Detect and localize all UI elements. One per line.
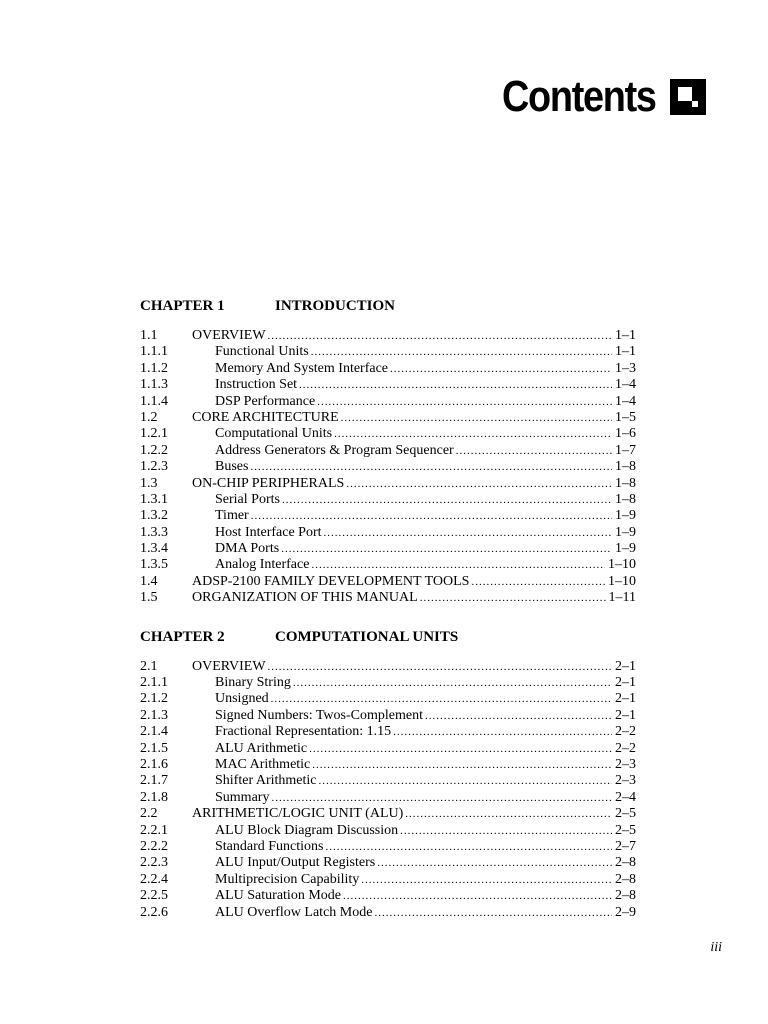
section-title: OVERVIEW <box>192 328 266 343</box>
section-title: Unsigned <box>215 691 269 707</box>
toc-entry[interactable] <box>140 691 636 707</box>
page-reference: 2–1 <box>615 691 636 707</box>
page-reference: 2–1 <box>615 707 636 723</box>
page-reference: 1–9 <box>615 508 636 524</box>
dot-leader <box>390 361 612 377</box>
section-number: 2.1.1 <box>140 675 168 691</box>
page-reference: 2–8 <box>615 855 636 871</box>
dot-leader <box>400 823 612 839</box>
section-number: 2.2.4 <box>140 871 168 887</box>
chapter-heading <box>140 627 636 647</box>
toc-entry[interactable] <box>140 541 636 557</box>
section-label <box>192 394 636 410</box>
section-title: MAC Arithmetic <box>215 756 311 772</box>
section-title: Computational Units <box>215 426 333 442</box>
dot-leader <box>293 675 612 691</box>
toc-entry[interactable] <box>140 443 636 459</box>
section-number: 1.3.5 <box>140 557 168 573</box>
section-number: 1.2 <box>140 409 158 425</box>
page-reference: 2–5 <box>615 806 636 822</box>
section-title: ORGANIZATION OF THIS MANUAL <box>192 590 418 606</box>
section-title: Host Interface Port <box>215 524 322 540</box>
section-number: 2.1.2 <box>140 691 168 707</box>
section-label <box>192 410 636 426</box>
toc-entry[interactable] <box>140 492 636 508</box>
toc-entry[interactable] <box>140 659 636 675</box>
page-reference: 1–8 <box>615 491 636 507</box>
page-reference: 2–8 <box>615 871 636 887</box>
toc-entry[interactable] <box>140 675 636 691</box>
dot-leader <box>268 659 612 675</box>
chapter-block <box>140 627 636 921</box>
toc-entry[interactable] <box>140 394 636 410</box>
toc-entry[interactable] <box>140 708 636 724</box>
page-reference: 1–4 <box>615 393 636 409</box>
section-number: 2.1.4 <box>140 724 168 740</box>
dot-leader <box>456 443 612 459</box>
chapter-label: CHAPTER 1 <box>140 298 225 314</box>
section-title: Functional Units <box>215 344 309 360</box>
dot-leader <box>311 557 605 573</box>
section-label <box>192 675 636 691</box>
section-number: 1.2.2 <box>140 442 168 458</box>
dot-leader <box>282 492 612 508</box>
section-label <box>192 741 636 757</box>
section-title: Shifter Arithmetic <box>215 773 317 789</box>
dot-leader <box>425 708 612 724</box>
dot-leader <box>361 872 612 888</box>
chapter-title: COMPUTATIONAL UNITS <box>275 628 459 645</box>
page-reference: 2–8 <box>615 888 636 904</box>
section-number: 2.2.1 <box>140 822 168 838</box>
table-of-contents <box>140 296 636 941</box>
section-title: ARITHMETIC/LOGIC UNIT (ALU) <box>192 806 404 822</box>
page-reference: 1–4 <box>615 377 636 393</box>
toc-entry[interactable] <box>140 905 636 921</box>
page-title: Contents <box>502 72 656 121</box>
toc-entry[interactable] <box>140 328 636 344</box>
section-number: 1.2.3 <box>140 459 168 475</box>
section-label <box>192 823 636 839</box>
dot-leader <box>334 426 612 442</box>
section-label <box>192 708 636 724</box>
page-reference: 1–5 <box>615 409 636 425</box>
toc-entry[interactable] <box>140 741 636 757</box>
section-title: Summary <box>215 789 270 805</box>
toc-entry[interactable] <box>140 855 636 871</box>
page-reference: 2–3 <box>615 756 636 772</box>
page-reference: 1–3 <box>615 360 636 376</box>
toc-entry[interactable] <box>140 839 636 855</box>
chapter-label: CHAPTER 2 <box>140 628 225 645</box>
section-label <box>192 459 636 475</box>
section-number: 1.1.4 <box>140 393 168 409</box>
dot-leader <box>250 459 612 475</box>
page-reference: 1–9 <box>615 524 636 540</box>
section-label <box>192 905 636 921</box>
section-label <box>192 773 636 789</box>
section-number: 2.1.6 <box>140 756 168 772</box>
page-reference: 1–10 <box>608 573 636 589</box>
page-reference: 2–1 <box>615 675 636 691</box>
page-reference: 1–1 <box>615 328 636 343</box>
section-number: 1.4 <box>140 573 158 589</box>
section-label <box>192 872 636 888</box>
section-label <box>192 790 636 806</box>
section-label <box>192 377 636 393</box>
section-label <box>192 574 636 590</box>
section-title: Multiprecision Capability <box>215 871 360 887</box>
section-number: 2.1.7 <box>140 773 168 789</box>
section-title: ALU Input/Output Registers <box>215 855 376 871</box>
dot-leader <box>377 855 612 871</box>
toc-entry[interactable] <box>140 426 636 442</box>
section-label <box>192 344 636 360</box>
section-title: CORE ARCHITECTURE <box>192 409 339 425</box>
page-number: iii <box>710 940 722 955</box>
page-reference: 2–2 <box>615 724 636 740</box>
section-label <box>192 839 636 855</box>
section-number: 1.3.4 <box>140 541 168 557</box>
page-reference: 2–7 <box>615 838 636 854</box>
section-title: Analog Interface <box>215 557 310 573</box>
section-label <box>192 443 636 459</box>
section-label <box>192 476 636 492</box>
section-number: 2.2.5 <box>140 888 168 904</box>
section-number: 1.3.2 <box>140 508 168 524</box>
section-title: Address Generators & Program Sequencer <box>215 442 454 458</box>
dot-leader <box>311 344 612 360</box>
section-number: 1.3.3 <box>140 524 168 540</box>
section-label <box>192 659 636 675</box>
section-number: 2.1.8 <box>140 789 168 805</box>
dot-leader <box>471 574 605 590</box>
dot-leader <box>393 724 612 740</box>
page-reference: 2–5 <box>615 822 636 838</box>
section-label <box>192 691 636 707</box>
section-title: Instruction Set <box>215 377 298 393</box>
section-label <box>192 492 636 508</box>
section-title: ALU Block Diagram Discussion <box>215 822 399 838</box>
section-title: Timer <box>215 508 249 524</box>
section-label <box>192 557 636 573</box>
toc-entry[interactable] <box>140 508 636 524</box>
dot-leader <box>268 328 612 344</box>
toc-entry[interactable] <box>140 574 636 590</box>
section-title: ON-CHIP PERIPHERALS <box>192 475 345 491</box>
page-reference: 2–2 <box>615 740 636 756</box>
dot-leader <box>341 410 612 426</box>
section-title: ALU Arithmetic <box>215 740 308 756</box>
dot-leader <box>374 905 612 921</box>
section-title: ALU Overflow Latch Mode <box>215 904 373 920</box>
section-number: 2.2.3 <box>140 855 168 871</box>
toc-entry[interactable] <box>140 590 636 606</box>
page-reference: 1–6 <box>615 426 636 442</box>
toc-entry[interactable] <box>140 773 636 789</box>
toc-entry[interactable] <box>140 823 636 839</box>
section-number: 1.1.3 <box>140 377 168 393</box>
toc-entry[interactable] <box>140 888 636 904</box>
chapter-heading <box>140 296 636 316</box>
square-logo-icon <box>670 79 706 115</box>
section-number: 1.1 <box>140 328 158 343</box>
toc-entry[interactable] <box>140 806 636 822</box>
toc-entry[interactable] <box>140 757 636 773</box>
section-title: OVERVIEW <box>192 658 266 674</box>
page-reference: 2–4 <box>615 789 636 805</box>
page-reference: 2–9 <box>615 904 636 920</box>
section-number: 1.1.1 <box>140 344 168 360</box>
section-label <box>192 541 636 557</box>
toc-entry[interactable] <box>140 724 636 740</box>
section-label <box>192 806 636 822</box>
dot-leader <box>346 476 612 492</box>
toc-entry[interactable] <box>140 459 636 475</box>
section-label <box>192 724 636 740</box>
toc-entry[interactable] <box>140 525 636 541</box>
section-title: Fractional Representation: 1.15 <box>215 724 392 740</box>
dot-leader <box>324 525 612 541</box>
section-title: Serial Ports <box>215 491 280 507</box>
section-title: Signed Numbers: Twos-Complement <box>215 707 423 723</box>
dot-leader <box>343 888 612 904</box>
section-number: 1.3.1 <box>140 491 168 507</box>
dot-leader <box>251 508 612 524</box>
page-reference: 1–8 <box>615 459 636 475</box>
section-number: 1.3 <box>140 475 158 491</box>
section-number: 1.2.1 <box>140 426 168 442</box>
chapter-title: INTRODUCTION <box>275 298 396 314</box>
section-title: Memory And System Interface <box>215 360 389 376</box>
section-number: 2.2.6 <box>140 904 168 920</box>
section-title: DMA Ports <box>215 541 280 557</box>
toc-entry[interactable] <box>140 476 636 492</box>
page-reference: 1–9 <box>615 541 636 557</box>
section-number: 2.2.2 <box>140 838 168 854</box>
section-title: ADSP-2100 FAMILY DEVELOPMENT TOOLS <box>192 573 470 589</box>
toc-entry[interactable] <box>140 410 636 426</box>
section-label <box>192 757 636 773</box>
dot-leader <box>318 773 612 789</box>
dot-leader <box>309 741 612 757</box>
chapter-block <box>140 296 636 607</box>
section-number: 2.2 <box>140 806 158 822</box>
dot-leader <box>420 590 606 606</box>
dot-leader <box>312 757 612 773</box>
page-reference: 1–7 <box>615 442 636 458</box>
section-title: Buses <box>215 459 249 475</box>
section-label <box>192 508 636 524</box>
dot-leader <box>281 541 612 557</box>
section-number: 1.1.2 <box>140 360 168 376</box>
page-reference: 1–10 <box>608 557 636 573</box>
dot-leader <box>326 839 613 855</box>
dot-leader <box>405 806 612 822</box>
toc-entry[interactable] <box>140 377 636 393</box>
toc-entry[interactable] <box>140 344 636 360</box>
section-label <box>192 361 636 377</box>
section-label <box>192 590 636 606</box>
page-reference: 1–11 <box>608 590 636 606</box>
toc-entry[interactable] <box>140 361 636 377</box>
section-label <box>192 426 636 442</box>
dot-leader <box>271 790 612 806</box>
section-title: Binary String <box>215 675 291 691</box>
section-number: 2.1.5 <box>140 740 168 756</box>
page-header <box>477 72 706 122</box>
section-number: 2.1 <box>140 658 158 674</box>
section-title: Standard Functions <box>215 838 324 854</box>
toc-entry[interactable] <box>140 790 636 806</box>
dot-leader <box>299 377 612 393</box>
section-title: ALU Saturation Mode <box>215 888 341 904</box>
section-label <box>192 525 636 541</box>
section-label <box>192 855 636 871</box>
toc-entry[interactable] <box>140 557 636 573</box>
section-label <box>192 888 636 904</box>
page-reference: 1–8 <box>615 475 636 491</box>
dot-leader <box>271 691 612 707</box>
toc-entry[interactable] <box>140 872 636 888</box>
section-number: 2.1.3 <box>140 707 168 723</box>
section-number: 1.5 <box>140 590 158 606</box>
page-reference: 1–1 <box>615 344 636 360</box>
dot-leader <box>317 394 612 410</box>
section-title: DSP Performance <box>215 393 316 409</box>
section-label <box>192 328 636 344</box>
page-reference: 2–3 <box>615 773 636 789</box>
page-reference: 2–1 <box>615 658 636 674</box>
